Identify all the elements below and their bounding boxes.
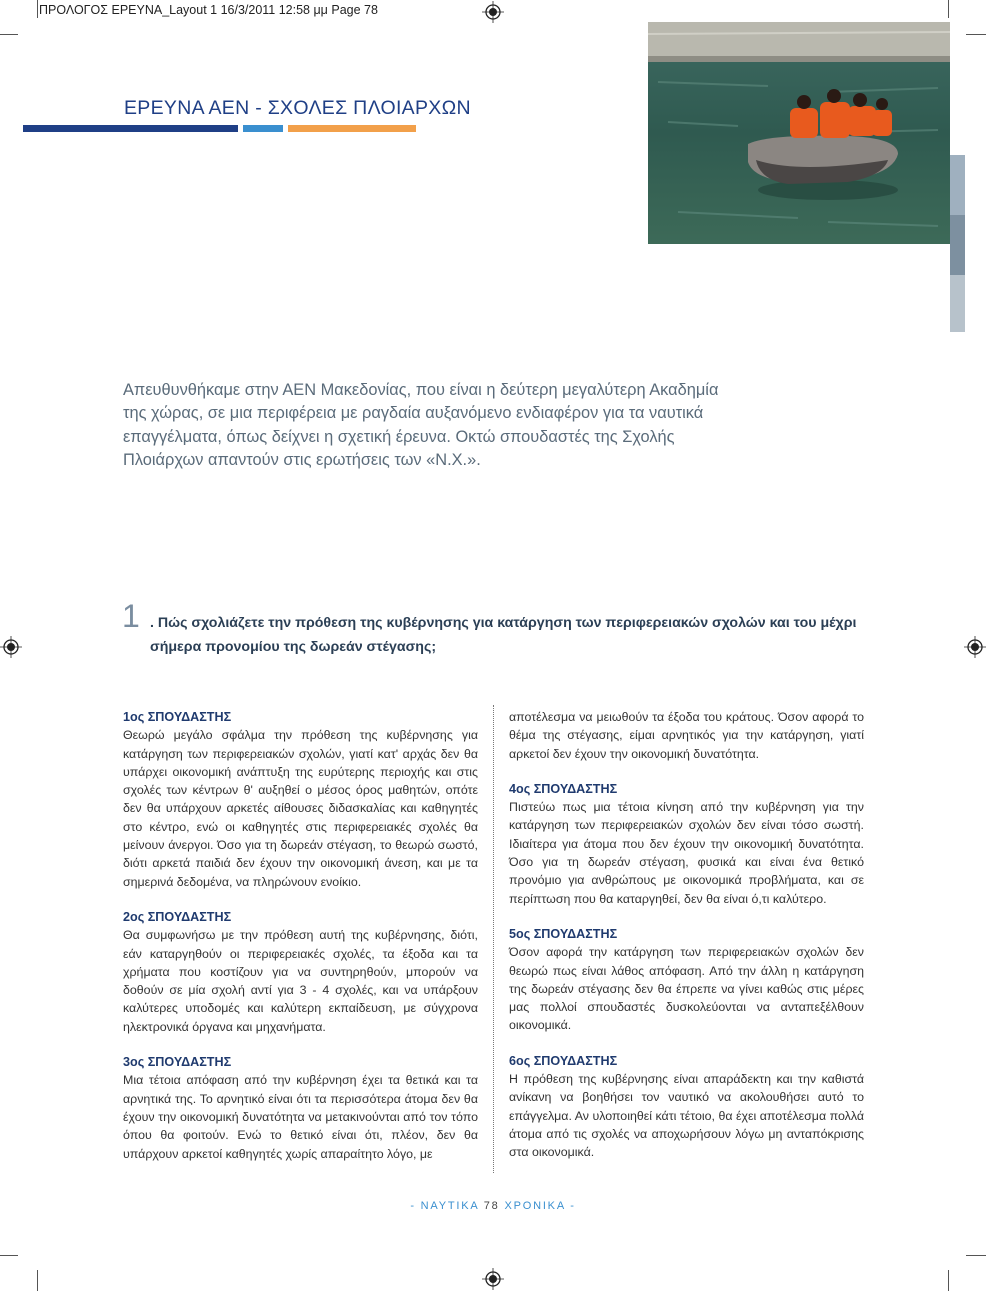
- header-color-bars: [23, 125, 416, 132]
- page-footer: [0, 1200, 986, 1212]
- crop-mark: [948, 1270, 949, 1291]
- footer-right: ΧΡΟΝΙΚΑ -: [504, 1200, 576, 1212]
- crop-mark: [37, 1270, 38, 1291]
- print-slug: ΠΡΟΛΟΓΟΣ ΕΡΕΥΝΑ_Layout 1 16/3/2011 12:58 μμ Page 78: [39, 3, 378, 17]
- answer-title: 5ος ΣΠΟΥΔΑΣΤΗΣ: [509, 926, 618, 941]
- navy-bar: [23, 125, 238, 132]
- registration-mark-icon: [482, 1, 504, 23]
- answer-block: [509, 925, 864, 1035]
- answer-title: 4ος ΣΠΟΥΔΑΣΤΗΣ: [509, 781, 618, 796]
- crop-mark: [966, 1255, 986, 1256]
- registration-mark-icon: [482, 1268, 504, 1290]
- crop-mark: [0, 1255, 18, 1256]
- answer-text: Θα συμφωνήσω με την πρόθεση αυτή της κυβέρνησης, διότι, εάν καταργηθούν οι περιφερειακές σχολές, τα έξοδα και τα χρήματα που κοστίζουν για να συντηρηθούν, μπορούν να δοθούν σε μία σχολή αντί για 3 - 4 σχολές, και να υπάρξουν καλύτερες υποδομές και καλύτερη εκπαίδευση, με σύγχρονα ηλεκτρονικά όργανα και μηχανήματα.: [123, 928, 478, 1034]
- answer-text: αποτέλεσμα να μειωθούν τα έξοδα του κράτους. Όσον αφορά το θέμα της στέγασης, είμαι αρνητικός για την κατάργηση, γιατί αρκετοί δεν έχουν την οικονομική δυνατότητα.: [509, 710, 864, 761]
- answer-title: 1ος ΣΠΟΥΔΑΣΤΗΣ: [123, 710, 232, 724]
- question-number: 1: [122, 598, 140, 634]
- registration-mark-icon: [964, 636, 986, 658]
- answers-left-column: [123, 708, 478, 1180]
- answer-title: 6ος ΣΠΟΥΔΑΣΤΗΣ: [509, 1053, 618, 1068]
- answer-text: Μια τέτοια απόφαση από την κυβέρνηση έχει τα θετικά και τα αρνητικά της. Το αρνητικό είναι ότι τα περισσότερα άτομα δεν θα έχουν την οικονομική δυνατότητα να μετακινούνται από τον τόπο όπου θα φοιτούν. Ενώ το θετικό είναι ότι, πλέον, δεν θα υπάρχουν αρκετοί καθηγητές χωρίς απαραίτητο λόγο, με: [123, 1073, 478, 1161]
- answers-right-column: [509, 708, 864, 1179]
- answer-text: Πιστεύω πως μια τέτοια κίνηση από την κυβέρνηση για την κατάργηση των περιφερειακών σχολών δεν είναι τόσο σωστή. Ιδιαίτερα για άτομα που δεν έχουν την οικονομική δυνατότητα. Όσο για τη δωρεάν στέγαση, φυσικά και είναι ένα θετικό προνόμιο για ανθρώπους με οικονομικά προβλήματα, και σε περίπτωση που θα καταργηθεί, δεν θα είναι ό,τι καλύτερο.: [509, 800, 864, 906]
- footer-left: - ΝΑΥΤΙΚΑ: [410, 1200, 479, 1212]
- crop-mark: [37, 0, 38, 18]
- answer-block: [123, 908, 478, 1036]
- side-photo-strip: [950, 155, 965, 332]
- blue-bar: [243, 125, 283, 132]
- answer-block: [509, 1052, 864, 1162]
- answer-title: 2ος ΣΠΟΥΔΑΣΤΗΣ: [123, 909, 232, 924]
- question-text: . Πώς σχολιάζετε την πρόθεση της κυβέρνησης για κατάργηση των περιφερειακών σχολών και του μέχρι σήμερα προνομίου της δωρεάν στέγασης;: [150, 615, 857, 655]
- answer-text: Θεωρώ μεγάλο σφάλμα την πρόθεση της κυβέρνησης για κατάργηση των περιφερειακών σχολών, γιατί κατ' αρχάς δεν θα υπάρχει οικονομική ανάπτυξη της ευρύτερης περιοχής και στις σχολές των κέντρων θ' αυξηθεί ο μέσος όρος μαθητών, οπότε δεν θα υπάρχουν αρκετές αίθουσες διδασκαλίας και καθηγητές στο κέντρο, ενώ οι καθηγητές στις περιφερειακές σχολές θα μείνουν άνεργοι. Όσο για τη δωρεάν στέγαση, το θεωρώ σωστό, διότι αρκετά παιδιά δεν έχουν την οικονομική άνεση, και με τα σημερινά δεδομένα, να πληρώνουν ενοίκιο.: [123, 728, 478, 889]
- orange-bar: [288, 125, 416, 132]
- answer-title: 3ος ΣΠΟΥΔΑΣΤΗΣ: [123, 1055, 232, 1070]
- crop-mark: [948, 0, 949, 18]
- answer-block: [509, 708, 864, 763]
- page-number: 78: [483, 1200, 500, 1212]
- section-title: ΕΡΕΥΝΑ ΑΕΝ - ΣΧΟΛΕΣ ΠΛΟΙΑΡΧΩΝ: [124, 97, 471, 119]
- crop-mark: [966, 34, 986, 35]
- rescue-boat-photo: [648, 22, 950, 244]
- column-divider: [493, 705, 494, 1173]
- registration-mark-icon: [0, 636, 22, 658]
- answer-block: [509, 780, 864, 908]
- answer-block: [123, 1053, 478, 1163]
- answer-text: Όσον αφορά την κατάργηση των περιφερειακών σχολών δεν θεωρώ πως είναι λάθος απόφαση. Από την άλλη η κατάργηση της δωρεάν στέγασης δεν θα έπρεπε να γίνει καθώς στις μέρες μας πολλοί σπουδαστές δυσκολεύονται να ανταπεξέλθουν οικονομικά.: [509, 945, 864, 1033]
- intro-paragraph: Απευθυνθήκαμε στην ΑΕΝ Μακεδονίας, που είναι η δεύτερη μεγαλύτερη Ακαδημία της χώρας, σε μια περιφέρεια με ραγδαία αυξανόμενο ενδιαφέρον για τα ναυτικά επαγγέλματα, όπως δείχνει η σχετική έρευνα. Οκτώ σπουδαστές της Σχολής Πλοιάρχων απαντούν στις ερωτήσεις των «Ν.Χ.».: [123, 381, 719, 470]
- answer-block: [123, 708, 478, 891]
- answer-text: Η πρόθεση της κυβέρνησης είναι απαράδεκτη και την καθιστά ανίκανη να βοηθήσει τον ναυτικό να ακολουθήσει αυτό το επάγγελμα. Αν υλοποιηθεί κάτι τέτοιο, θα έχει αποτέλεσμα πολλά άτομα από τις σχολές να αποχωρήσουν λόγω μη ανταπόκρισης στα οικονομικά.: [509, 1072, 864, 1160]
- crop-mark: [0, 34, 18, 35]
